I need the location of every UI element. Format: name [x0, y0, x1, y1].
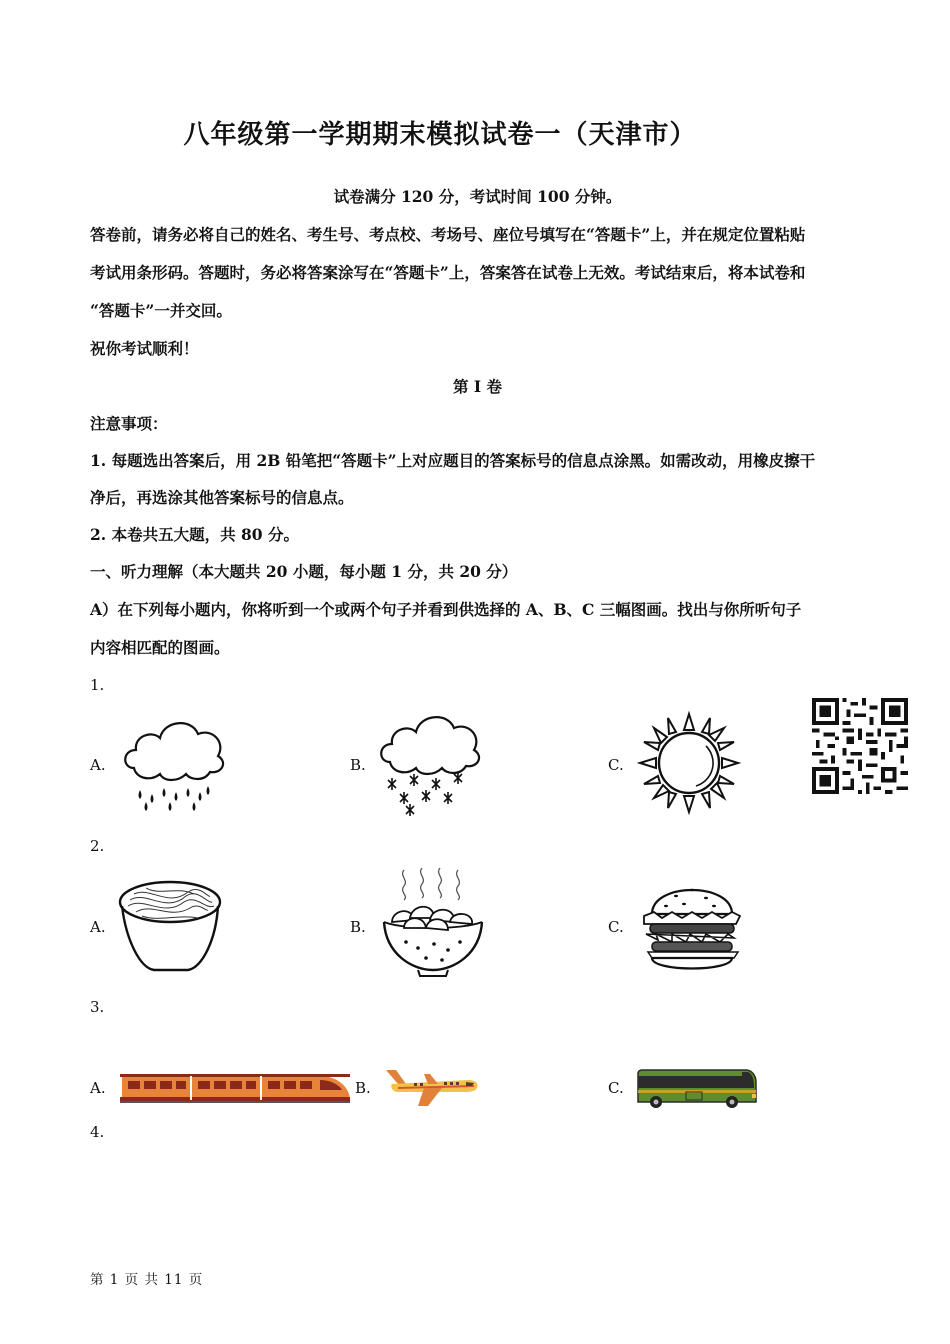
page-title: 八年级第一学期期末模拟试卷一（天津市） [183, 120, 697, 150]
question-number: 4. [90, 1123, 105, 1141]
option-label-a: A. [90, 756, 106, 774]
option-label-c: C. [608, 918, 624, 936]
option-label-b: B. [350, 918, 366, 936]
rain-cloud-image [120, 712, 228, 816]
instruction-line: 考试用条形码。答题时，务必将答案涂写在“答题卡”上，答案答在试卷上无效。考试结束后，将本试卷和 [90, 263, 806, 282]
option-label-a: A. [90, 1079, 106, 1097]
question-number: 1. [90, 676, 105, 694]
bus-image [636, 1068, 758, 1110]
wish-line: 祝你考试顺利！ [90, 339, 199, 358]
qr-code-image [812, 698, 908, 794]
score-line: 试卷满分 120 分，考试时间 100 分钟。 [333, 187, 622, 206]
part-a-instruction: 内容相匹配的图画。 [90, 638, 230, 657]
question-number: 2. [90, 837, 105, 855]
option-label-c: C. [608, 1079, 624, 1097]
option-label-b: B. [355, 1079, 371, 1097]
notes-title: 注意事项： [90, 414, 168, 433]
option-label-a: A. [90, 918, 106, 936]
volume-heading: 第 I 卷 [452, 377, 503, 396]
dumplings-image [378, 866, 488, 978]
option-label-c: C. [608, 756, 624, 774]
question-number: 3. [90, 998, 105, 1016]
train-image [120, 1070, 352, 1104]
noodles-image [116, 878, 224, 976]
note-line: 1. 每题选出答案后，用 2B 铅笔把“答题卡”上对应题目的答案标号的信息点涂黑。如需改动，用橡皮擦干 [90, 451, 816, 470]
sun-image [636, 710, 742, 816]
snow-cloud-image [376, 710, 486, 816]
page-number: 第 1 页 共 11 页 [90, 1272, 204, 1288]
hamburger-image [636, 876, 748, 974]
instruction-line: “答题卡”一并交回。 [90, 301, 232, 320]
plane-image [384, 1064, 480, 1108]
part-title: 一、听力理解（本大题共 20 小题，每小题 1 分，共 20 分） [90, 562, 518, 581]
note-line: 净后，再选涂其他答案标号的信息点。 [90, 488, 354, 507]
note-line: 2. 本卷共五大题，共 80 分。 [90, 525, 299, 544]
instruction-line: 答卷前，请务必将自己的姓名、考生号、考点校、考场号、座位号填写在“答题卡”上，并在规定位置粘贴 [90, 225, 806, 244]
option-label-b: B. [350, 756, 366, 774]
part-a-instruction: A）在下列每小题内，你将听到一个或两个句子并看到供选择的 A、B、C 三幅图画。找出与你所听句子 [90, 600, 802, 619]
